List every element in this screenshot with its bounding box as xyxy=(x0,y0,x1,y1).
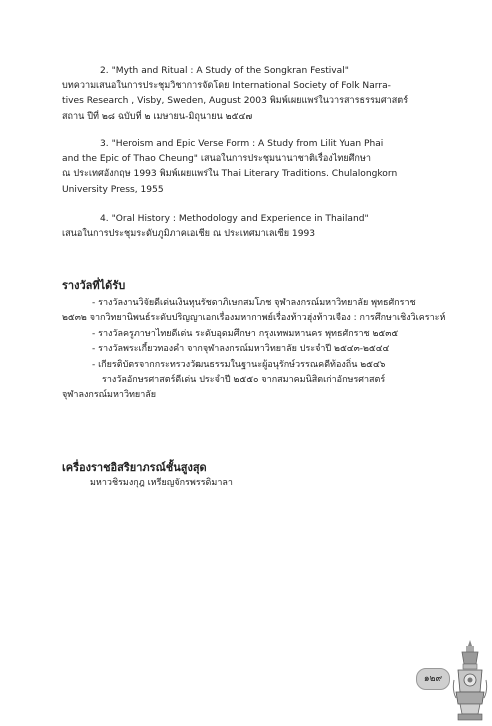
award-item-5-cont: จุฬาลงกรณ์มหาวิทยาลัย xyxy=(62,390,157,401)
reference-2-line-2: บทความเสนอในการประชุมวิชาการจัดโดย International Society of Folk Narra- xyxy=(62,81,391,92)
page-number: ๑๒๙ xyxy=(416,668,450,690)
reference-2-line-1: 2. "Myth and Ritual : A Study of the Songkran Festival" xyxy=(100,66,349,76)
award-item-1-cont: ๒๕๓๒ จากวิทยานิพนธ์ระดับปริญญาเอกเรื่องมหากาพย์เรื่องท้าวฮุ่งท้าวเจือง : การศึกษาเชิงวิเคราะห์ xyxy=(62,313,446,324)
decorations-heading: เครื่องราชอิสริยาภรณ์ชั้นสูงสุด xyxy=(62,461,207,474)
award-item-5: รางวัลอักษรศาสตร์ดีเด่น ประจำปี ๒๕๕๐ จากสมาคมนิสิตเก่าอักษรศาสตร์ xyxy=(102,375,386,386)
award-item-2: - รางวัลครูภาษาไทยดีเด่น ระดับอุดมศึกษา กรุงเทพมหานคร พุทธศักราช ๒๕๓๕ xyxy=(92,328,399,339)
decorations-list xyxy=(62,476,452,491)
reference-2-line-3: tives Research , Visby, Sweden, August 2003 พิมพ์เผยแพร่ในวารสารธรรมศาสตร์ xyxy=(62,96,409,107)
reference-3-line-4: University Press, 1955 xyxy=(62,184,164,195)
reference-4-line-2: เสนอในการประชุมระดับภูมิภาคเอเชีย ณ ประเทศมาเลเซีย 1993 xyxy=(62,229,316,240)
awards-heading: รางวัลที่ได้รับ xyxy=(62,279,126,292)
reference-4 xyxy=(62,212,446,242)
awards-list xyxy=(62,296,452,404)
reference-3 xyxy=(62,137,446,198)
reference-3-line-1: 3. "Heroism and Epic Verse Form : A Study from Lilit Yuan Phai xyxy=(100,139,384,149)
reference-2 xyxy=(62,64,446,125)
decoration-item-1: มหาวชิรมงกุฎ เหรียญจักรพรรดิมาลา xyxy=(90,478,233,488)
reference-3-line-3: ณ ประเทศอังกฤษ 1993 พิมพ์เผยแพร่ใน Thai Literary Traditions. Chulalongkorn xyxy=(62,169,398,180)
award-item-4: - เกียรติบัตรจากกระทรวงวัฒนธรรมในฐานะผู้อนุรักษ์วรรณคดีท้องถิ่น ๒๕๔๖ xyxy=(92,359,386,370)
reference-4-line-1: 4. "Oral History : Methodology and Experience in Thailand" xyxy=(100,214,369,224)
reference-2-line-4: สถาน ปีที่ ๒๘ ฉบับที่ ๒ เมษายน-มิถุนายน ๒๕๔๗ xyxy=(62,111,253,122)
award-item-3: - รางวัลพระเกี้ยวทองคำ จากจุฬาลงกรณ์มหาวิทยาลัย ประจำปี ๒๕๔๓-๒๕๔๔ xyxy=(92,344,390,355)
university-emblem-icon xyxy=(452,640,488,722)
reference-3-line-2: and the Epic of Thao Cheung" เสนอในการประชุมนานาชาติเรื่องไทยศึกษา xyxy=(62,154,372,165)
award-item-1: - รางวัลงานวิจัยดีเด่นเงินทุนรัชดาภิเษกสมโภช จุฬาลงกรณ์มหาวิทยาลัย พุทธศักราช xyxy=(92,298,416,308)
